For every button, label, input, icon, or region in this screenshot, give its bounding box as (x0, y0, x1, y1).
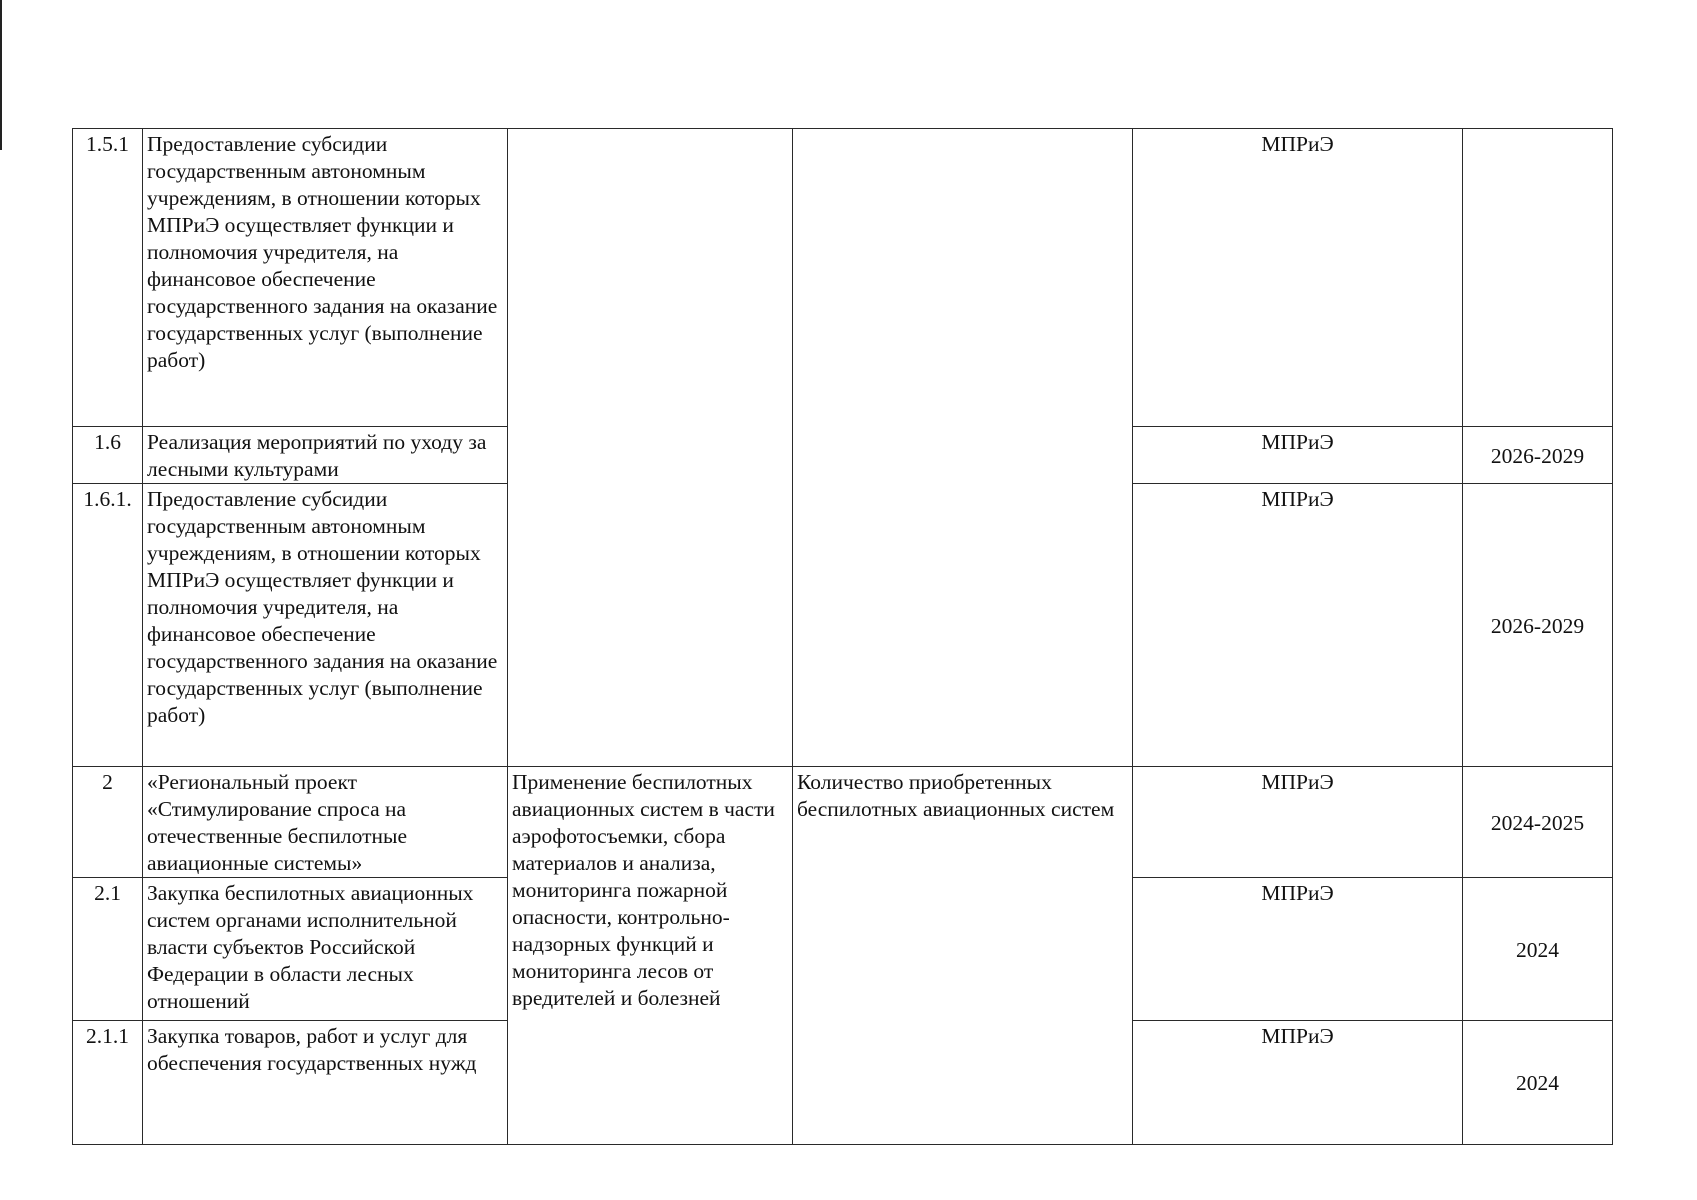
row-number: 2.1 (73, 878, 143, 1021)
period: 2024-2025 (1463, 767, 1613, 878)
executor: МПРиЭ (1133, 427, 1463, 484)
measure-name: Закупка товаров, работ и услуг для обеспечения государственных нужд (143, 1021, 508, 1145)
row-number: 1.6.1. (73, 484, 143, 767)
row-number: 2 (73, 767, 143, 878)
row-number: 1.5.1 (73, 129, 143, 427)
period (1463, 129, 1613, 427)
executor: МПРиЭ (1133, 484, 1463, 767)
measure-name: Реализация мероприятий по уходу за лесными культурами (143, 427, 508, 484)
measure-name: Закупка беспилотных авиационных систем органами исполнительной власти субъектов Российской Федерации в области лесных отношений (143, 878, 508, 1021)
period: 2024 (1463, 878, 1613, 1021)
result-cell-empty (508, 129, 793, 767)
period: 2024 (1463, 1021, 1613, 1145)
expected-result: Применение беспилотных авиационных систем в части аэрофотосъемки, сбора материалов и анализа, мониторинга пожарной опасности, контрольно-надзорных функций и мониторинга лесов от вредителей и болезней (508, 767, 793, 1145)
row-number: 2.1.1 (73, 1021, 143, 1145)
measure-name: «Региональный проект «Стимулирование спроса на отечественные беспилотные авиационные системы» (143, 767, 508, 878)
scan-edge-line (0, 0, 2, 150)
measure-name: Предоставление субсидии государственным автономным учреждениям, в отношении которых МПРиЭ осуществляет функции и полномочия учредителя, на финансовое обеспечение государственного задания на оказание государственных услуг (выполнение работ) (143, 484, 508, 767)
executor: МПРиЭ (1133, 878, 1463, 1021)
executor: МПРиЭ (1133, 1021, 1463, 1145)
table-row (73, 767, 1613, 878)
indicator: Количество приобретенных беспилотных авиационных систем (793, 767, 1133, 1145)
measures-table (72, 128, 1613, 1145)
executor: МПРиЭ (1133, 767, 1463, 878)
indicator-cell-empty (793, 129, 1133, 767)
measure-name: Предоставление субсидии государственным автономным учреждениям, в отношении которых МПРиЭ осуществляет функции и полномочия учредителя, на финансовое обеспечение государственного задания на оказание государственных услуг (выполнение работ) (143, 129, 508, 427)
row-number: 1.6 (73, 427, 143, 484)
period: 2026-2029 (1463, 484, 1613, 767)
executor: МПРиЭ (1133, 129, 1463, 427)
period: 2026-2029 (1463, 427, 1613, 484)
table-row (73, 129, 1613, 427)
